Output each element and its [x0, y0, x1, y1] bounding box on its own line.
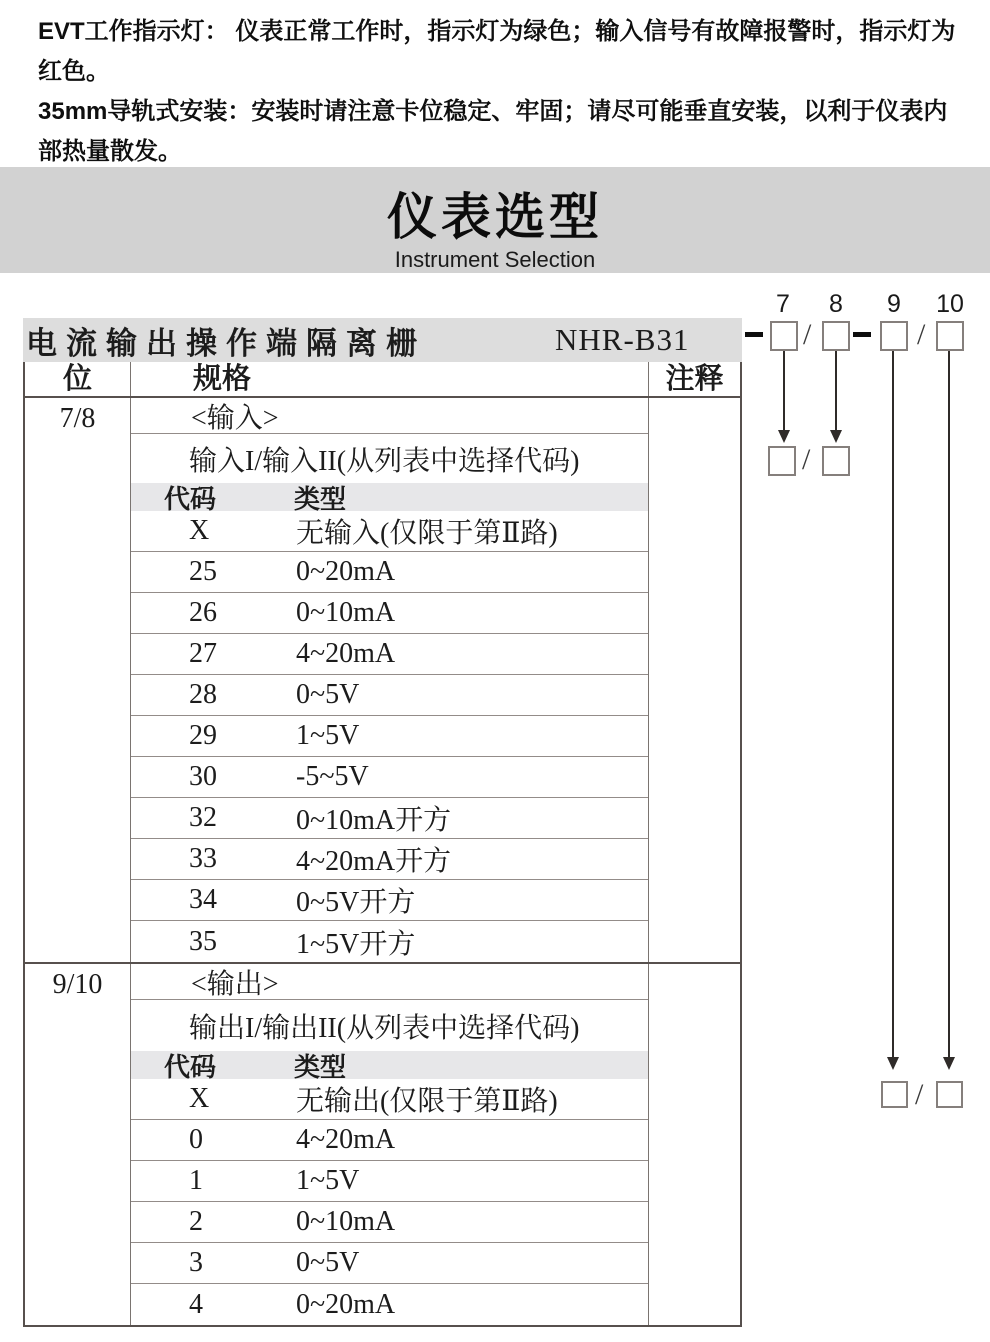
code-row	[131, 839, 648, 880]
code-box-10	[936, 321, 964, 351]
spec-heading: <输出>	[131, 964, 648, 1000]
product-name: 电流输出操作端隔离栅	[26, 325, 426, 361]
code-value: 4	[189, 1288, 203, 1320]
arrow-line-10	[948, 351, 950, 1058]
slash-separator: /	[802, 443, 811, 476]
type-value: 4~20mA	[296, 638, 396, 669]
code-value: 28	[189, 679, 217, 710]
type-value: 0~20mA	[296, 1288, 396, 1320]
code-value: 34	[189, 884, 217, 915]
code-value: 30	[189, 761, 217, 792]
dash-separator	[853, 332, 871, 337]
code-table-header	[131, 1051, 648, 1082]
code-row	[131, 593, 648, 634]
arrow-head-8	[830, 430, 842, 443]
code-value: 32	[189, 802, 217, 833]
code-row	[131, 1284, 648, 1325]
type-value: 1~5V	[296, 720, 360, 751]
code-value: 1	[189, 1165, 203, 1196]
code-value: 26	[189, 597, 217, 628]
type-value: 0~10mA	[296, 1206, 396, 1237]
type-value: 无输出(仅限于第Ⅱ路)	[296, 1086, 558, 1117]
type-value: 无输入(仅限于第Ⅱ路)	[296, 518, 558, 549]
type-value: -5~5V	[296, 761, 369, 792]
intro-line-rail-mounting: 35mm导轨式安装：安装时请注意卡位稳定、牢固；请尽可能垂直安装，以利于仪表内部热量散发。	[38, 98, 948, 165]
code-row	[131, 798, 648, 839]
position-cell: 7/8	[25, 398, 131, 962]
type-value: 1~5V	[296, 1165, 360, 1196]
section-banner	[0, 167, 990, 273]
type-value: 4~20mA	[296, 1124, 396, 1155]
dash-separator	[745, 332, 763, 337]
model-code: NHR-B31	[555, 322, 690, 357]
position-cell: 9/10	[25, 964, 131, 1325]
type-value: 1~5V开方	[296, 928, 416, 960]
code-col-header: 代码	[164, 1052, 217, 1082]
arrow-head-10	[943, 1057, 955, 1070]
code-box-9	[880, 321, 908, 351]
note-cell	[649, 398, 740, 962]
arrow-line-8	[835, 351, 837, 431]
input-section	[25, 398, 740, 962]
code-col-header: 代码	[164, 484, 217, 514]
selection-table	[23, 362, 742, 1327]
slash-separator: /	[803, 318, 812, 351]
code-row	[131, 634, 648, 675]
type-value: 0~5V开方	[296, 887, 416, 918]
type-value: 0~5V	[296, 679, 360, 710]
code-row	[131, 757, 648, 798]
code-table-header	[131, 483, 648, 514]
input-code-box-II	[822, 446, 850, 476]
spec-cell	[131, 398, 649, 962]
code-row	[131, 1243, 648, 1284]
code-value: 25	[189, 556, 217, 587]
spec-heading: <输入>	[131, 398, 648, 434]
code-value: 3	[189, 1247, 203, 1278]
arrow-head-7	[778, 430, 790, 443]
arrow-line-7	[783, 351, 785, 431]
type-value: 0~10mA	[296, 597, 396, 628]
slash-separator: /	[915, 1078, 924, 1111]
code-value: X	[189, 515, 210, 546]
output-code-box-II	[936, 1081, 963, 1108]
code-box-7	[770, 321, 798, 351]
column-header-position: 位	[25, 362, 131, 396]
banner-subtitle: Instrument Selection	[394, 247, 596, 272]
column-header-spec: 规格	[131, 362, 649, 396]
spec-cell	[131, 964, 649, 1325]
arrow-head-9	[887, 1057, 899, 1070]
code-row	[131, 1161, 648, 1202]
output-section	[25, 962, 740, 1325]
column-header-note: 注释	[665, 363, 724, 395]
digit-label-9: 9	[887, 290, 901, 318]
arrow-line-9	[892, 351, 894, 1058]
code-row	[131, 1120, 648, 1161]
note-cell	[649, 964, 740, 1325]
spec-subheading: 输出I/输出II(从列表中选择代码)	[189, 1012, 580, 1044]
code-row	[131, 921, 648, 962]
intro-notes	[38, 12, 968, 172]
digit-label-10: 10	[936, 290, 964, 318]
code-row	[131, 1079, 648, 1120]
digit-label-8: 8	[829, 290, 843, 318]
code-row	[131, 675, 648, 716]
code-value: 35	[189, 925, 217, 957]
type-col-header: 类型	[294, 484, 347, 514]
product-header-band	[23, 318, 742, 362]
slash-separator: /	[917, 318, 926, 351]
banner-title: 仪表选型	[387, 189, 603, 245]
code-row	[131, 1202, 648, 1243]
digit-label-7: 7	[776, 290, 790, 318]
code-row	[131, 880, 648, 921]
code-row	[131, 716, 648, 757]
intro-line-evt-indicator: EVT工作指示灯： 仪表正常工作时，指示灯为绿色；输入信号有故障报警时，指示灯为红色。	[38, 18, 956, 85]
spec-subheading: 输入I/输入II(从列表中选择代码)	[189, 445, 580, 477]
code-value: X	[189, 1083, 210, 1114]
type-value: 0~10mA开方	[296, 805, 452, 836]
table-header-row	[25, 362, 740, 398]
code-value: 2	[189, 1206, 203, 1237]
input-code-box-I	[768, 446, 796, 476]
output-code-box-I	[881, 1081, 908, 1108]
code-value: 27	[189, 638, 217, 669]
type-value: 4~20mA开方	[296, 846, 452, 877]
code-row	[131, 552, 648, 593]
type-value: 0~5V	[296, 1247, 360, 1278]
code-box-8	[822, 321, 850, 351]
code-value: 29	[189, 720, 217, 751]
code-value: 33	[189, 843, 217, 874]
type-col-header: 类型	[294, 1052, 347, 1082]
type-value: 0~20mA	[296, 556, 396, 587]
code-value: 0	[189, 1124, 203, 1155]
code-row	[131, 511, 648, 552]
